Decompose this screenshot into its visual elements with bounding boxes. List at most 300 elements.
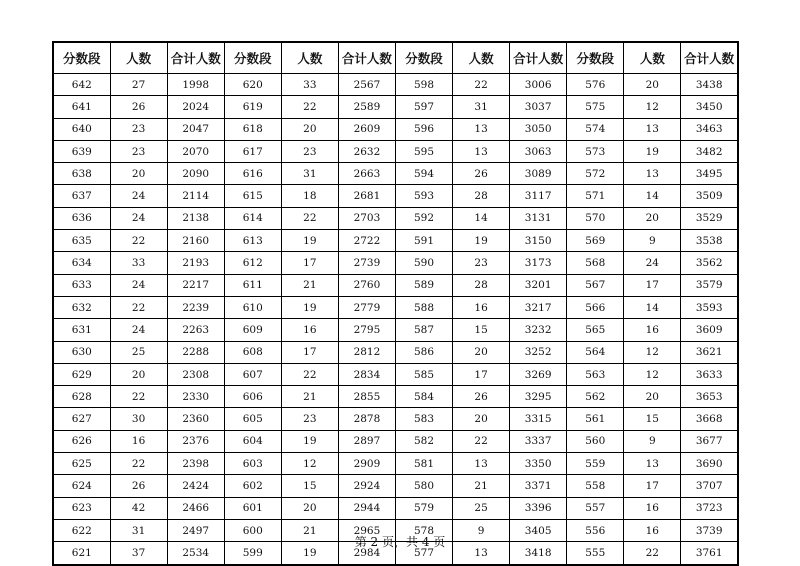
table-cell: 2984 (338, 542, 395, 565)
table-cell: 3117 (510, 185, 567, 207)
table-cell: 2090 (167, 163, 224, 185)
table-cell: 14 (624, 296, 681, 318)
table-cell: 629 (53, 363, 110, 385)
table-cell: 621 (53, 542, 110, 565)
table-cell: 2944 (338, 497, 395, 519)
table-cell: 606 (224, 386, 281, 408)
table-cell: 3438 (681, 74, 738, 96)
table-cell: 3690 (681, 453, 738, 475)
table-cell: 12 (281, 453, 338, 475)
table-cell: 618 (224, 118, 281, 140)
table-cell: 3707 (681, 475, 738, 497)
table-cell: 19 (281, 542, 338, 565)
table-cell: 640 (53, 118, 110, 140)
table-cell: 25 (110, 341, 167, 363)
table-row (53, 296, 738, 318)
column-header: 分数段 (567, 42, 624, 74)
table-cell: 634 (53, 252, 110, 274)
table-cell: 26 (453, 163, 510, 185)
table-cell: 3621 (681, 341, 738, 363)
table-cell: 15 (281, 475, 338, 497)
table-cell: 3538 (681, 230, 738, 252)
table-cell: 21 (281, 519, 338, 541)
table-cell: 563 (567, 363, 624, 385)
page-footer: 第 2 页，共 4 页 (354, 535, 446, 549)
table-cell: 17 (453, 363, 510, 385)
table-cell: 15 (624, 408, 681, 430)
table-cell: 613 (224, 230, 281, 252)
table-cell: 568 (567, 252, 624, 274)
table-cell: 575 (567, 96, 624, 118)
table-cell: 2398 (167, 453, 224, 475)
table-cell: 639 (53, 140, 110, 162)
table-cell: 20 (453, 341, 510, 363)
table-row (53, 430, 738, 452)
table-cell: 3761 (681, 542, 738, 565)
table-cell: 638 (53, 163, 110, 185)
table-cell: 605 (224, 408, 281, 430)
table-cell: 3723 (681, 497, 738, 519)
table-cell: 625 (53, 453, 110, 475)
table-cell: 622 (53, 519, 110, 541)
table-cell: 17 (624, 274, 681, 296)
table-cell: 2567 (338, 74, 395, 96)
table-cell: 587 (395, 319, 452, 341)
table-row (53, 497, 738, 519)
table-cell: 2760 (338, 274, 395, 296)
table-cell: 3396 (510, 497, 567, 519)
table-cell: 2138 (167, 207, 224, 229)
table-cell: 22 (281, 207, 338, 229)
table-cell: 3633 (681, 363, 738, 385)
table-cell: 595 (395, 140, 452, 162)
column-header: 人数 (624, 42, 681, 74)
table-cell: 584 (395, 386, 452, 408)
table-cell: 3050 (510, 118, 567, 140)
table-cell: 633 (53, 274, 110, 296)
table-cell: 626 (53, 430, 110, 452)
table-cell: 22 (453, 74, 510, 96)
table-cell: 609 (224, 319, 281, 341)
table-row (53, 453, 738, 475)
table-cell: 23 (281, 140, 338, 162)
table-cell: 3653 (681, 386, 738, 408)
table-cell: 632 (53, 296, 110, 318)
table-cell: 9 (624, 230, 681, 252)
table-cell: 22 (281, 363, 338, 385)
table-cell: 557 (567, 497, 624, 519)
table-cell: 23 (281, 408, 338, 430)
table-cell: 3350 (510, 453, 567, 475)
table-cell: 3668 (681, 408, 738, 430)
table-cell: 3579 (681, 274, 738, 296)
table-body (53, 74, 738, 565)
table-cell: 23 (110, 140, 167, 162)
table-cell: 617 (224, 140, 281, 162)
table-cell: 25 (453, 497, 510, 519)
table-header-row (53, 42, 738, 74)
table-cell: 24 (624, 252, 681, 274)
table-cell: 2070 (167, 140, 224, 162)
table-cell: 2193 (167, 252, 224, 274)
table-cell: 3529 (681, 207, 738, 229)
column-header: 人数 (453, 42, 510, 74)
table-cell: 3295 (510, 386, 567, 408)
table-cell: 22 (281, 96, 338, 118)
table-cell: 577 (395, 542, 452, 565)
table-cell: 14 (453, 207, 510, 229)
table-cell: 607 (224, 363, 281, 385)
table-cell: 28 (453, 274, 510, 296)
table-row (53, 475, 738, 497)
table-cell: 2609 (338, 118, 395, 140)
table-cell: 2308 (167, 363, 224, 385)
table-cell: 555 (567, 542, 624, 565)
table-cell: 3405 (510, 519, 567, 541)
table-cell: 2909 (338, 453, 395, 475)
table-cell: 602 (224, 475, 281, 497)
table-cell: 578 (395, 519, 452, 541)
table-cell: 9 (453, 519, 510, 541)
table-cell: 558 (567, 475, 624, 497)
table-cell: 2288 (167, 341, 224, 363)
table-cell: 562 (567, 386, 624, 408)
table-cell: 2466 (167, 497, 224, 519)
table-cell: 3037 (510, 96, 567, 118)
table-row (53, 252, 738, 274)
table-cell: 23 (453, 252, 510, 274)
table-row (53, 408, 738, 430)
table-cell: 627 (53, 408, 110, 430)
table-cell: 2812 (338, 341, 395, 363)
table-cell: 13 (624, 453, 681, 475)
table-cell: 2703 (338, 207, 395, 229)
table-cell: 620 (224, 74, 281, 96)
table-cell: 2663 (338, 163, 395, 185)
table-cell: 12 (624, 341, 681, 363)
table-cell: 19 (281, 296, 338, 318)
table-cell: 641 (53, 96, 110, 118)
table-cell: 16 (624, 319, 681, 341)
table-cell: 19 (281, 230, 338, 252)
table-cell: 615 (224, 185, 281, 207)
table-cell: 3337 (510, 430, 567, 452)
table-row (53, 386, 738, 408)
column-header: 分数段 (395, 42, 452, 74)
column-header: 分数段 (53, 42, 110, 74)
table-row (53, 230, 738, 252)
table-cell: 3509 (681, 185, 738, 207)
table-cell: 2534 (167, 542, 224, 565)
table-cell: 565 (567, 319, 624, 341)
column-header: 分数段 (224, 42, 281, 74)
table-cell: 579 (395, 497, 452, 519)
table-cell: 560 (567, 430, 624, 452)
table-cell: 3495 (681, 163, 738, 185)
table-cell: 599 (224, 542, 281, 565)
table-cell: 33 (281, 74, 338, 96)
table-cell: 589 (395, 274, 452, 296)
table-cell: 581 (395, 453, 452, 475)
table-cell: 26 (110, 96, 167, 118)
column-header: 合计人数 (510, 42, 567, 74)
table-cell: 3463 (681, 118, 738, 140)
column-header: 合计人数 (338, 42, 395, 74)
table-cell: 582 (395, 430, 452, 452)
table-cell: 570 (567, 207, 624, 229)
table-cell: 3450 (681, 96, 738, 118)
table-cell: 16 (624, 497, 681, 519)
table-row (53, 118, 738, 140)
table-cell: 19 (453, 230, 510, 252)
table-cell: 28 (453, 185, 510, 207)
column-header: 合计人数 (167, 42, 224, 74)
table-cell: 591 (395, 230, 452, 252)
table-cell: 2114 (167, 185, 224, 207)
table-cell: 16 (624, 519, 681, 541)
table-cell: 20 (110, 363, 167, 385)
score-distribution-table (52, 41, 739, 566)
table-cell: 17 (624, 475, 681, 497)
table-cell: 559 (567, 453, 624, 475)
table-cell: 13 (453, 140, 510, 162)
table-cell: 20 (281, 497, 338, 519)
table-cell: 2217 (167, 274, 224, 296)
table-cell: 19 (281, 430, 338, 452)
table-cell: 42 (110, 497, 167, 519)
table-cell: 576 (567, 74, 624, 96)
table-cell: 21 (281, 386, 338, 408)
table-cell: 27 (110, 74, 167, 96)
table-cell: 2897 (338, 430, 395, 452)
table-cell: 603 (224, 453, 281, 475)
table-cell: 22 (110, 230, 167, 252)
table-cell: 593 (395, 185, 452, 207)
column-header: 人数 (110, 42, 167, 74)
table-cell: 13 (624, 163, 681, 185)
table-cell: 22 (110, 386, 167, 408)
table-cell: 585 (395, 363, 452, 385)
table-cell: 2855 (338, 386, 395, 408)
table-cell: 566 (567, 296, 624, 318)
table-cell: 3482 (681, 140, 738, 162)
table-cell: 2834 (338, 363, 395, 385)
table-cell: 580 (395, 475, 452, 497)
table-cell: 574 (567, 118, 624, 140)
table-cell: 22 (110, 296, 167, 318)
table-cell: 13 (453, 542, 510, 565)
table-cell: 33 (110, 252, 167, 274)
table-cell: 20 (624, 386, 681, 408)
table-cell: 2739 (338, 252, 395, 274)
table-cell: 3562 (681, 252, 738, 274)
table-cell: 3609 (681, 319, 738, 341)
table-row (53, 274, 738, 296)
table-cell: 3315 (510, 408, 567, 430)
table-cell: 31 (453, 96, 510, 118)
table-cell: 636 (53, 207, 110, 229)
table-cell: 564 (567, 341, 624, 363)
table-cell: 2376 (167, 430, 224, 452)
table-cell: 598 (395, 74, 452, 96)
table-cell: 12 (624, 363, 681, 385)
table-cell: 3418 (510, 542, 567, 565)
table-cell: 600 (224, 519, 281, 541)
table-cell: 571 (567, 185, 624, 207)
table-cell: 19 (624, 140, 681, 162)
table-cell: 2878 (338, 408, 395, 430)
table-cell: 3089 (510, 163, 567, 185)
table-cell: 13 (624, 118, 681, 140)
table-cell: 572 (567, 163, 624, 185)
column-header: 合计人数 (681, 42, 738, 74)
table-cell: 611 (224, 274, 281, 296)
table-cell: 24 (110, 185, 167, 207)
table-cell: 3371 (510, 475, 567, 497)
table-cell: 2360 (167, 408, 224, 430)
table-cell: 18 (281, 185, 338, 207)
table-cell: 13 (453, 118, 510, 140)
table-cell: 2024 (167, 96, 224, 118)
table-row (53, 363, 738, 385)
table-cell: 2047 (167, 118, 224, 140)
table-cell: 26 (453, 386, 510, 408)
table-row (53, 207, 738, 229)
table-cell: 2497 (167, 519, 224, 541)
table-cell: 616 (224, 163, 281, 185)
table-cell: 556 (567, 519, 624, 541)
table-cell: 610 (224, 296, 281, 318)
table-cell: 21 (281, 274, 338, 296)
table-cell: 3269 (510, 363, 567, 385)
column-header: 人数 (281, 42, 338, 74)
table-cell: 612 (224, 252, 281, 274)
table-row (53, 74, 738, 96)
table-cell: 22 (453, 430, 510, 452)
table-cell: 3593 (681, 296, 738, 318)
table-cell: 24 (110, 319, 167, 341)
table-cell: 614 (224, 207, 281, 229)
table-cell: 20 (624, 207, 681, 229)
table-cell: 2160 (167, 230, 224, 252)
table-cell: 22 (624, 542, 681, 565)
table-cell: 24 (110, 274, 167, 296)
table-cell: 14 (624, 185, 681, 207)
table-cell: 16 (110, 430, 167, 452)
table-cell: 586 (395, 341, 452, 363)
table-cell: 2424 (167, 475, 224, 497)
table-cell: 1998 (167, 74, 224, 96)
table-cell: 30 (110, 408, 167, 430)
table-cell: 569 (567, 230, 624, 252)
table-cell: 20 (281, 118, 338, 140)
table-cell: 3173 (510, 252, 567, 274)
table-cell: 9 (624, 430, 681, 452)
table-cell: 2589 (338, 96, 395, 118)
table-cell: 12 (624, 96, 681, 118)
table-cell: 597 (395, 96, 452, 118)
table-cell: 3131 (510, 207, 567, 229)
table-cell: 588 (395, 296, 452, 318)
table-cell: 3217 (510, 296, 567, 318)
table-cell: 2330 (167, 386, 224, 408)
table-cell: 596 (395, 118, 452, 140)
table-cell: 2681 (338, 185, 395, 207)
table-cell: 2924 (338, 475, 395, 497)
table-cell: 21 (453, 475, 510, 497)
table-cell: 3006 (510, 74, 567, 96)
table-cell: 601 (224, 497, 281, 519)
table-cell: 3739 (681, 519, 738, 541)
table-cell: 2965 (338, 519, 395, 541)
table-cell: 583 (395, 408, 452, 430)
table-cell: 20 (110, 163, 167, 185)
table-cell: 20 (624, 74, 681, 96)
table-cell: 22 (110, 453, 167, 475)
table-cell: 16 (453, 296, 510, 318)
table-row (53, 341, 738, 363)
table-cell: 3201 (510, 274, 567, 296)
table-cell: 3252 (510, 341, 567, 363)
table-cell: 26 (110, 475, 167, 497)
table-cell: 573 (567, 140, 624, 162)
table-cell: 23 (110, 118, 167, 140)
table-cell: 31 (110, 519, 167, 541)
table-row (53, 96, 738, 118)
table-row (53, 140, 738, 162)
table-cell: 628 (53, 386, 110, 408)
table-cell: 20 (453, 408, 510, 430)
table-cell: 635 (53, 230, 110, 252)
table-cell: 31 (281, 163, 338, 185)
table-cell: 567 (567, 274, 624, 296)
table-cell: 619 (224, 96, 281, 118)
table-cell: 590 (395, 252, 452, 274)
table-cell: 37 (110, 542, 167, 565)
table-cell: 17 (281, 252, 338, 274)
table-cell: 2239 (167, 296, 224, 318)
table-cell: 2795 (338, 319, 395, 341)
table-cell: 592 (395, 207, 452, 229)
table-cell: 561 (567, 408, 624, 430)
table-cell: 24 (110, 207, 167, 229)
table-cell: 630 (53, 341, 110, 363)
table-cell: 3232 (510, 319, 567, 341)
table-cell: 15 (453, 319, 510, 341)
table-cell: 3063 (510, 140, 567, 162)
table-cell: 637 (53, 185, 110, 207)
table-row (53, 163, 738, 185)
table-cell: 642 (53, 74, 110, 96)
table-cell: 2779 (338, 296, 395, 318)
table-row (53, 319, 738, 341)
table-cell: 608 (224, 341, 281, 363)
table-cell: 13 (453, 453, 510, 475)
table-cell: 3677 (681, 430, 738, 452)
table-cell: 2632 (338, 140, 395, 162)
table-cell: 631 (53, 319, 110, 341)
table-cell: 2263 (167, 319, 224, 341)
table-cell: 624 (53, 475, 110, 497)
table-cell: 16 (281, 319, 338, 341)
table-cell: 17 (281, 341, 338, 363)
table-cell: 594 (395, 163, 452, 185)
table-cell: 3150 (510, 230, 567, 252)
table-cell: 604 (224, 430, 281, 452)
table-cell: 623 (53, 497, 110, 519)
table-cell: 2722 (338, 230, 395, 252)
table-row (53, 185, 738, 207)
